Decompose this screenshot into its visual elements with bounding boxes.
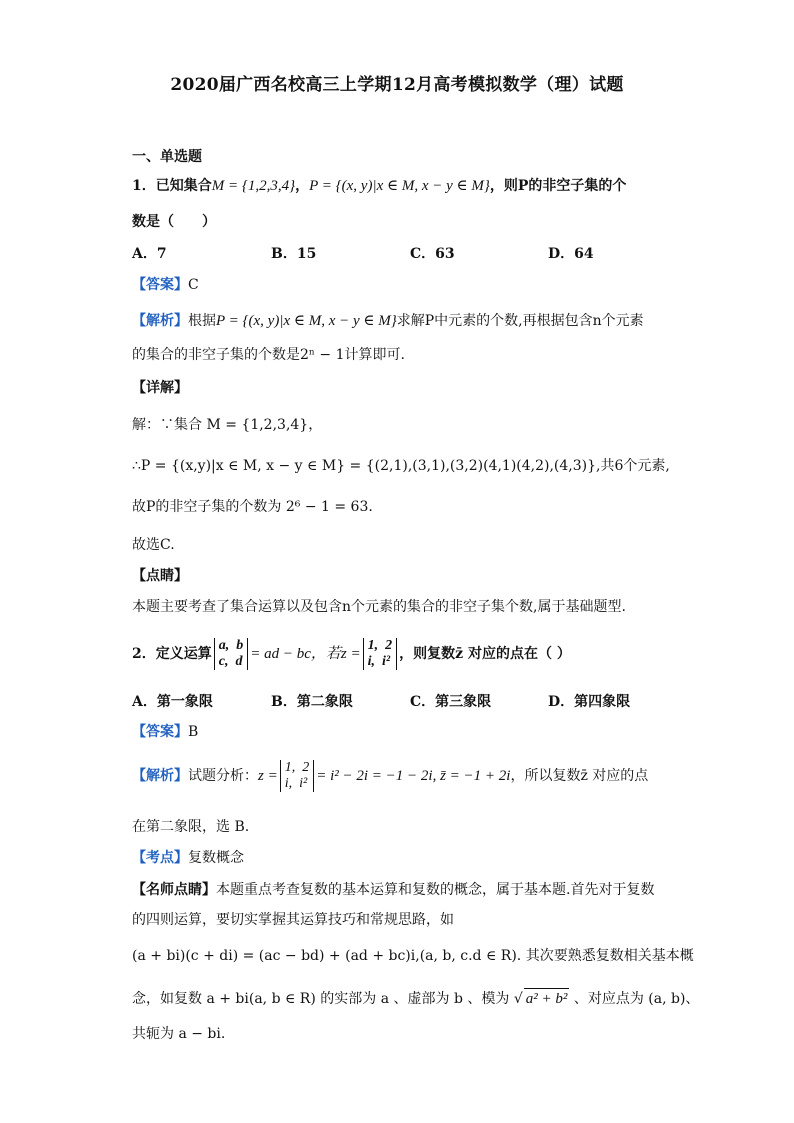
q1-analysis-line-1: [132, 311, 644, 331]
q2-note-2: 的四则运算，要切实掌握其运算技巧和常规思路，如: [132, 912, 454, 928]
q2-def-determinant: [214, 638, 249, 670]
q1-detail-tag: 【详解】: [132, 380, 188, 396]
q1-option-b: B．15: [271, 246, 317, 262]
q2-note-line-4: 念，如复数 a + bi(a, b ∈ R) 的实部为 a 、虚部为 b 、模为 √ a² + b² 、对应点为 (a, b)、: [132, 988, 699, 1009]
q2-analysis-tag: 【解析】: [132, 768, 188, 784]
q1-stem-a: 1．已知集合: [132, 178, 212, 194]
q2-options: [132, 692, 692, 712]
q1-answer: [132, 275, 199, 295]
q1-options: [132, 244, 692, 264]
q1-option-a: A．7: [132, 246, 167, 262]
q1-analysis-set: P = {(x, y)|x ∈ M, x − y ∈ M}: [216, 313, 397, 329]
q1-review: 本题主要考查了集合运算以及包含n个元素的集合的非空子集个数,属于基础题型.: [132, 599, 626, 615]
q2-note-tag: 【名师点睛】: [132, 882, 216, 898]
q2-analysis-line-1: [132, 758, 648, 798]
q2-def-d: d: [235, 654, 243, 669]
q2-stem: [132, 636, 571, 676]
q2-point-tag: 【考点】: [132, 850, 188, 866]
q2-def-row-2: [219, 654, 244, 670]
q2-analysis-11: 1,: [284, 760, 296, 775]
q2-point: [132, 848, 244, 868]
q2-analysis-z: z =: [258, 768, 278, 784]
q1-option-d: D．64: [548, 246, 594, 262]
q1-analysis-tag: 【解析】: [132, 313, 188, 329]
q1-stem-c: 数是（ ）: [132, 214, 216, 230]
q2-analysis-determinant: [280, 760, 315, 792]
q2-z-11: 1,: [367, 638, 379, 653]
q2-analysis-c: 在第二象限，选 B.: [132, 819, 250, 835]
q2-note-1: 本题重点考查复数的基本运算和复数的概念，属于基本题.首先对于复数: [216, 882, 655, 898]
q2-z-22: i²: [382, 654, 391, 669]
q2-def-b: b: [236, 638, 244, 653]
q1-answer-tag: 【答案】: [132, 277, 188, 293]
q2-stem-b: ，则复数z̄ 对应的点在（ ）: [399, 646, 571, 662]
q1-analysis-c: 的集合的非空子集的个数是2ⁿ − 1计算即可.: [132, 347, 405, 363]
q2-def-c: c,: [218, 654, 229, 669]
q1-set-m: M = {1,2,3,4}: [211, 178, 296, 194]
q1-stem-line-1: [132, 176, 626, 196]
q2-note-4a: 念，如复数 a + bi(a, b ∈ R) 的实部为 a 、虚部为 b 、模为: [132, 991, 514, 1007]
q2-analysis-expr: = i² − 2i = −1 − 2i, z̄ = −1 + 2i: [316, 768, 511, 784]
q2-analysis-21: i,: [284, 776, 293, 791]
q2-analysis-row-2: [285, 776, 310, 792]
q1-set-p: P = {(x, y)|x ∈ M, x − y ∈ M}: [309, 178, 490, 194]
q2-z-12: 2: [385, 638, 393, 653]
q2-answer-value: B: [188, 724, 199, 740]
q2-note-4b: 、对应点为 (a, b)、: [569, 991, 700, 1007]
q2-analysis-b: ，所以复数z̄ 对应的点: [510, 768, 649, 784]
q2-def-tail: = ad − bc，若: [250, 646, 341, 662]
q1-detail-3: 故P的非空子集的个数为 2⁶ − 1 = 63.: [132, 499, 373, 515]
q2-option-c: C．第三象限: [410, 694, 492, 710]
q2-z-eq: z =: [340, 646, 361, 662]
q2-option-b: B．第二象限: [271, 694, 353, 710]
q2-point-text: 复数概念: [188, 850, 244, 866]
q2-note-4-sqrt: a² + b²: [524, 988, 570, 1009]
q1-review-tag: 【点睛】: [132, 568, 188, 584]
q2-z-row-2: [368, 654, 393, 670]
q2-note-3: (a + bi)(c + di) = (ac − bd) + (ad + bc)i,(a, b, c.d ∈ R). 其次要熟悉复数相关基本概: [132, 948, 694, 964]
q2-stem-a: 2．定义运算: [132, 646, 212, 662]
q1-option-c: C．63: [410, 246, 455, 262]
q2-option-a: A．第一象限: [132, 694, 213, 710]
q1-detail-1: 解：∵集合 M = {1,2,3,4}，: [132, 417, 323, 433]
q2-option-d: D．第四象限: [548, 694, 631, 710]
q1-analysis-a: 根据: [188, 313, 216, 329]
q2-analysis-a: 试题分析：: [188, 768, 258, 784]
q1-sep: ，: [295, 178, 310, 194]
q2-z-determinant: [363, 638, 398, 670]
q1-stem-b: ，则P的非空子集的个: [489, 178, 627, 194]
q2-analysis-row-1: [285, 760, 310, 776]
q1-detail-2: ∴P = {(x,y)|x ∈ M, x − y ∈ M} = {(2,1),(3,1),(3,2)(4,1)(4,2),(4,3)},共6个元素,: [132, 458, 670, 474]
q1-analysis-b: 求解P中元素的个数,再根据包含n个元素: [396, 313, 644, 329]
q1-answer-value: C: [188, 277, 199, 293]
page-title: 2020届广西名校高三上学期12月高考模拟数学（理）试题: [170, 75, 624, 95]
q2-z-21: i,: [367, 654, 376, 669]
q2-z-row-1: [368, 638, 393, 654]
q2-def-row-1: [219, 638, 244, 654]
q2-answer-tag: 【答案】: [132, 724, 188, 740]
q1-detail-4: 故选C.: [132, 537, 175, 553]
q2-note-line-1: [132, 880, 654, 900]
q2-def-a: a,: [218, 638, 230, 653]
q2-answer: [132, 722, 198, 742]
q2-note-5: 共轭为 a − bi.: [132, 1026, 226, 1042]
q2-analysis-12: 2: [302, 760, 310, 775]
section-heading: 一、单选题: [132, 149, 202, 165]
q2-analysis-22: i²: [299, 776, 308, 791]
